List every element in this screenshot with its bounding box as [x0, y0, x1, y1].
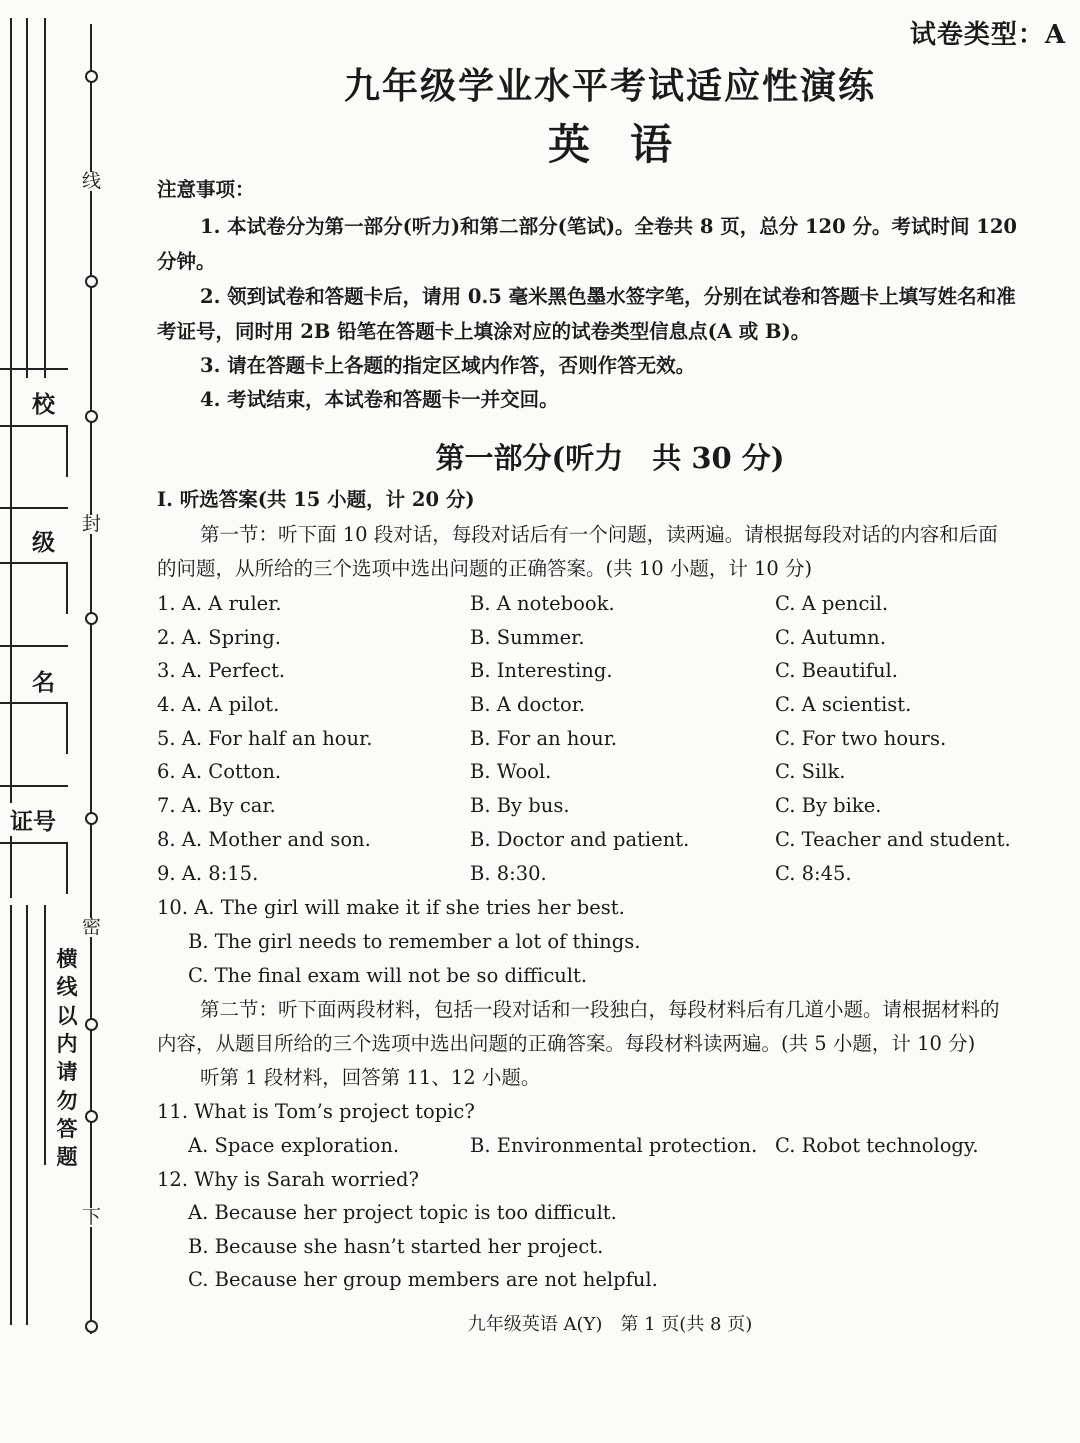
option-a: 5. A. For half an hour. [157, 727, 373, 750]
option-b: B. Doctor and patient. [470, 828, 690, 851]
page-footer: 九年级英语 A(Y) 第 1 页(共 8 页) [467, 1314, 753, 1335]
option-a: 6. A. Cotton. [157, 760, 282, 783]
part1-title: 第一部分(听力 共 30 分) [435, 441, 785, 475]
option-a: 3. A. Perfect. [157, 659, 286, 682]
name-label: 名 [32, 669, 55, 696]
option-c: C. Beautiful. [775, 659, 898, 682]
option-b: B. Summer. [470, 626, 585, 649]
notice-line: 分钟。 [157, 250, 216, 273]
field-box-top [0, 368, 68, 370]
q12-option-c: C. Because her group members are not helpful. [188, 1268, 658, 1291]
field-box-top [0, 507, 68, 509]
field-box-top [0, 702, 68, 704]
q11-stem: 11. What is Tom’s project topic? [157, 1100, 475, 1123]
notice-line: 3. 请在答题卡上各题的指定区域内作答，否则作答无效。 [200, 354, 696, 377]
q11-option-a: A. Space exploration. [188, 1134, 400, 1157]
option-c: C. Teacher and student. [775, 828, 1011, 851]
option-b: B. A notebook. [470, 592, 615, 615]
option-b: B. 8:30. [470, 862, 547, 885]
page-title: 九年级学业水平考试适应性演练 [343, 65, 876, 107]
cut-char: 封 [82, 513, 102, 535]
option-c: C. For two hours. [775, 727, 947, 750]
exam-type: 试卷类型：A [909, 20, 1066, 50]
exam-number-label: 证号 [10, 803, 56, 836]
field-box-top [0, 425, 68, 427]
section1-heading: Ⅰ. 听选答案(共 15 小题，计 20 分) [157, 488, 475, 511]
section2-instructions: 内容，从题目所给的三个选项中选出问题的正确答案。每段材料读两遍。(共 5 小题，计 10 分) [157, 1032, 976, 1055]
option-c: C. A pencil. [775, 592, 889, 615]
q11-option-c: C. Robot technology. [775, 1134, 979, 1157]
field-box-side [66, 562, 68, 614]
cut-dot [85, 275, 98, 288]
q10-option-a: 10. A. The girl will make it if she tries her best. [157, 896, 625, 919]
field-box-top [0, 842, 68, 844]
field-box-side [66, 842, 68, 894]
q12-stem: 12. Why is Sarah worried? [157, 1168, 419, 1191]
option-c: C. 8:45. [775, 862, 852, 885]
option-a: 9. A. 8:15. [157, 862, 259, 885]
section2-instructions: 第二节：听下面两段材料，包括一段对话和一段独白，每段材料后有几道小题。请根据材料的 [200, 998, 1000, 1021]
material-instruction: 听第 1 段材料，回答第 11、12 小题。 [200, 1066, 541, 1089]
section1-instructions: 第一节：听下面 10 段对话，每段对话后有一个问题，读两遍。请根据每段对话的内容和后面 [200, 523, 998, 546]
option-c: C. By bike. [775, 794, 882, 817]
cut-dot [85, 812, 98, 825]
q10-option-c: C. The final exam will not be so difficult. [188, 964, 588, 987]
cut-char: 线 [82, 170, 102, 192]
margin-line-6 [44, 905, 46, 1165]
q12-option-b: B. Because she hasn’t started her project. [188, 1235, 604, 1258]
option-a: 7. A. By car. [157, 794, 276, 817]
q12-option-a: A. Because her project topic is too difficult. [188, 1201, 617, 1224]
cut-dot [85, 612, 98, 625]
option-b: B. For an hour. [470, 727, 618, 750]
notice-line: 考证号，同时用 2B 铅笔在答题卡上填涂对应的试卷类型信息点(A 或 B)。 [157, 320, 811, 343]
option-c: C. Autumn. [775, 626, 886, 649]
option-c: C. Silk. [775, 760, 846, 783]
field-box-top [0, 645, 68, 647]
option-b: B. Wool. [470, 760, 552, 783]
cut-char: 下 [82, 1206, 102, 1228]
q11-option-b: B. Environmental protection. [470, 1134, 758, 1157]
field-box-side [66, 702, 68, 754]
option-a: 4. A. A pilot. [157, 693, 280, 716]
subject-title: 英语 [547, 120, 712, 169]
option-a: 8. A. Mother and son. [157, 828, 371, 851]
option-b: B. A doctor. [470, 693, 586, 716]
notice-heading: 注意事项： [157, 178, 255, 201]
option-a: 2. A. Spring. [157, 626, 281, 649]
no-answer-notice: 横线以内请勿答题 [55, 945, 79, 1172]
cut-dot [85, 410, 98, 423]
option-a: 1. A. A ruler. [157, 592, 282, 615]
notice-line: 2. 领到试卷和答题卡后，请用 0.5 毫米黑色墨水签字笔，分别在试卷和答题卡上填写姓名和准 [200, 285, 1016, 308]
cut-dot [85, 1110, 98, 1123]
option-b: B. Interesting. [470, 659, 613, 682]
option-b: B. By bus. [470, 794, 570, 817]
option-c: C. A scientist. [775, 693, 912, 716]
cut-char: 密 [82, 916, 102, 938]
field-box-top [0, 562, 68, 564]
cut-line [90, 24, 92, 1334]
notice-line: 4. 考试结束，本试卷和答题卡一并交回。 [200, 388, 559, 411]
margin-line-5 [26, 905, 28, 1325]
section1-instructions: 的问题，从所给的三个选项中选出问题的正确答案。(共 10 小题，计 10 分) [157, 557, 813, 580]
class-label: 级 [32, 529, 55, 556]
q10-option-b: B. The girl needs to remember a lot of things. [188, 930, 641, 953]
notice-line: 1. 本试卷分为第一部分(听力)和第二部分(笔试)。全卷共 8 页，总分 120 分。考试时间 120 [200, 215, 1017, 238]
margin-line-4 [10, 905, 12, 1325]
field-box-top [0, 785, 68, 787]
cut-dot [85, 1018, 98, 1031]
school-label: 校 [32, 391, 55, 418]
